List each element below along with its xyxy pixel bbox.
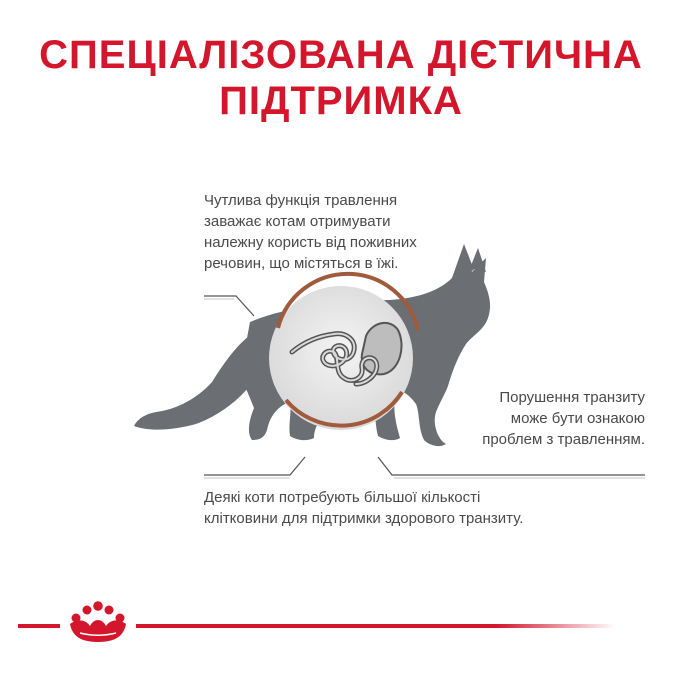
title-line-2: ПІДТРИМКА	[219, 79, 463, 123]
royal-canin-crown-logo	[70, 601, 126, 642]
digestive-system-icon	[269, 274, 418, 430]
callout-right: Порушення транзиту може бути ознакою проблем з травленням.	[482, 389, 645, 448]
callout-bottom-left: Деякі коти потребують більшої кількості клітковини для підтримки здорового транзиту.	[204, 489, 524, 527]
callout-top-left: Чутлива функція травлення заважає котам отримувати належну користь від поживних речовин, що містяться в їжі.	[204, 192, 417, 272]
title-line-1: СПЕЦІАЛІЗОВАНА ДІЄТИЧНА	[39, 33, 643, 77]
